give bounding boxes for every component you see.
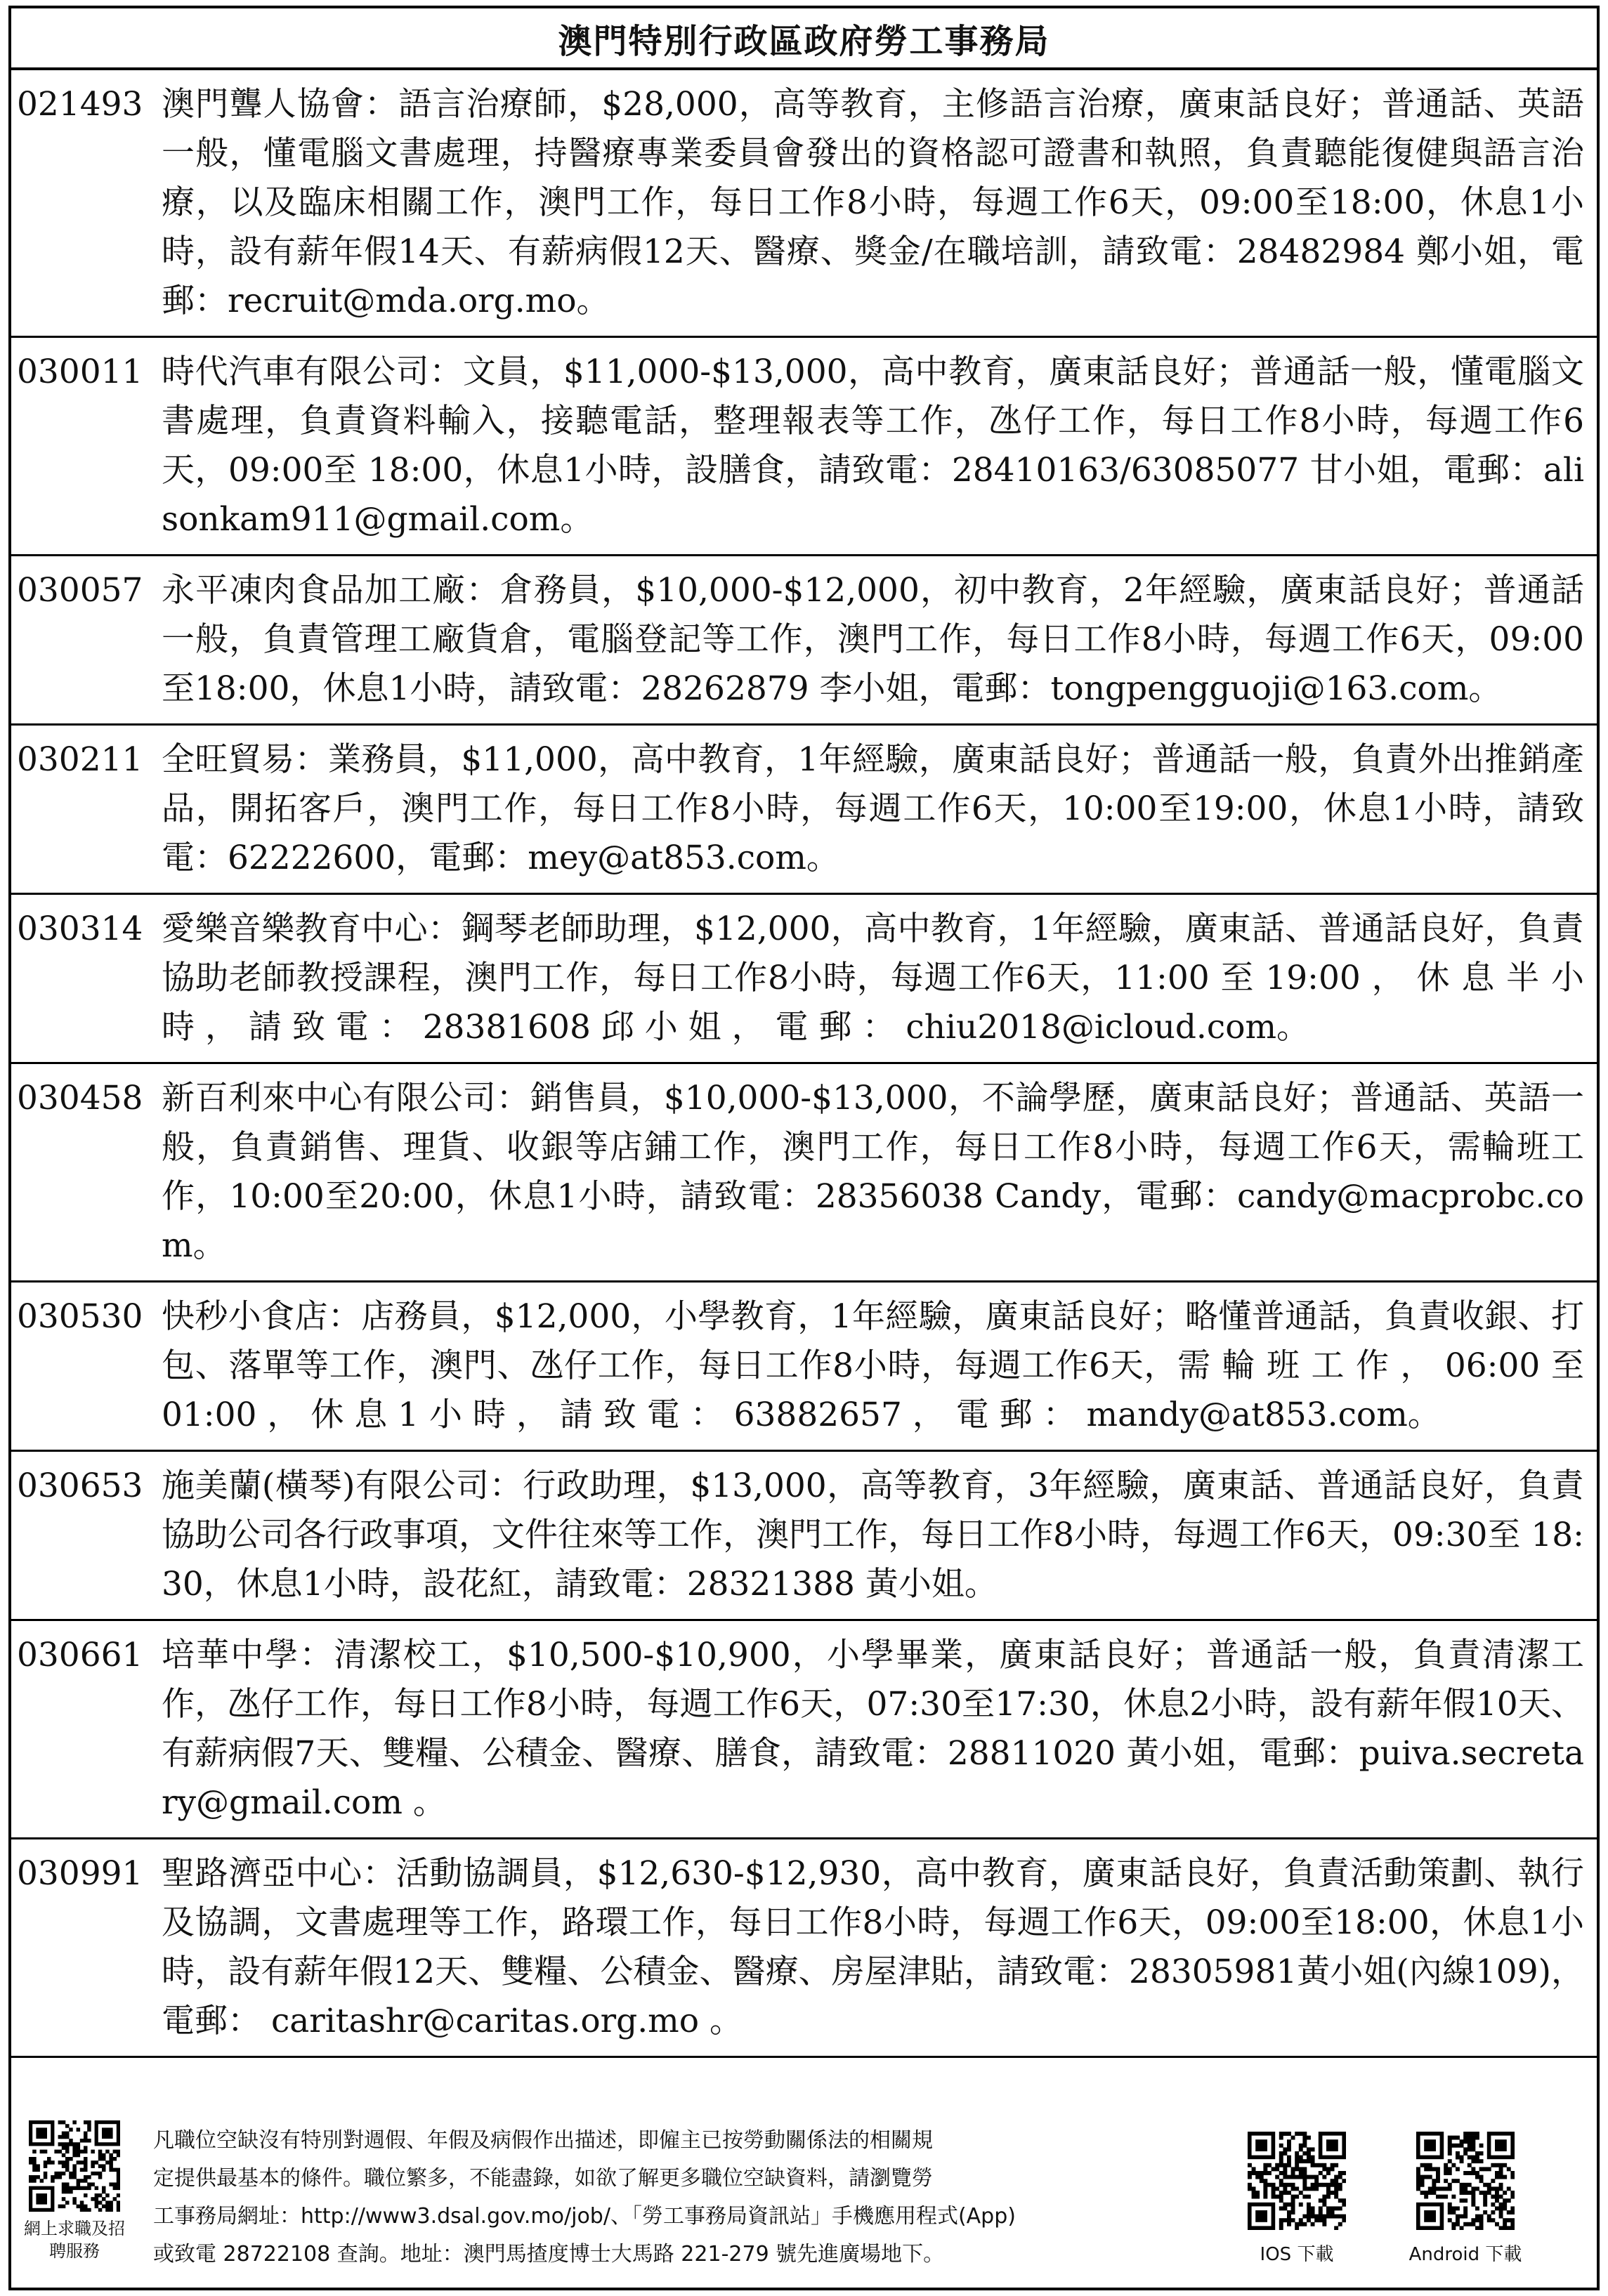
job-description: 聖路濟亞中心：活動協調員，$12,630-$12,930，高中教育，廣東話良好，負責活動策劃、執行及協調，文書處理等工作，路環工作，每日工作8小時，每週工作6天，09:00至18:00，休息1小時，設有薪年假12天、雙糧、公積金、醫療、房屋津貼，請致電：28305981黃小姐(內線109)，電郵： caritashr@caritas.org.mo 。 bbox=[162, 1854, 1584, 2040]
online-service-qr-block bbox=[11, 2106, 138, 2288]
android-download-block bbox=[1381, 2106, 1550, 2288]
footer-notice bbox=[138, 2106, 1212, 2288]
job-listing bbox=[11, 1283, 1597, 1452]
online-service-label: 網上求職及招聘服務 bbox=[24, 2219, 125, 2261]
job-listing bbox=[11, 1621, 1597, 1839]
job-listing bbox=[11, 1064, 1597, 1283]
job-listing bbox=[11, 1839, 1597, 2058]
job-listing bbox=[11, 338, 1597, 556]
job-code: 030991 bbox=[17, 1854, 143, 1893]
ios-qr-icon[interactable] bbox=[1248, 2132, 1346, 2230]
job-description: 培華中學：清潔校工，$10,500-$10,900，小學畢業，廣東話良好；普通話一般，負責清潔工作，氹仔工作，每日工作8小時，每週工作6天，07:30至17:30，休息2小時，設有薪年假10天、有薪病假7天、雙糧、公積金、醫療、膳食，請致電：28811020 黃小姐，電郵：puiva.secretary@gmail.com 。 bbox=[162, 1636, 1584, 1822]
android-download-label: Android 下載 bbox=[1408, 2244, 1522, 2265]
ios-download-block bbox=[1212, 2106, 1381, 2288]
job-description: 施美蘭(橫琴)有限公司：行政助理，$13,000，高等教育，3年經驗，廣東話、普通話良好，負責協助公司各行政事項，文件往來等工作，澳門工作，每日工作8小時，每週工作6天，09:30至 18:30，休息1小時，設花紅，請致電：28321388 黃小姐。 bbox=[162, 1467, 1584, 1603]
job-listing-page bbox=[8, 6, 1600, 2290]
online-service-qr-icon[interactable] bbox=[29, 2120, 120, 2212]
job-code: 030314 bbox=[17, 910, 143, 948]
job-description: 澳門聾人協會：語言治療師，$28,000，高等教育，主修語言治療，廣東話良好；普通話、英語一般，懂電腦文書處理，持醫療專業委員會發出的資格認可證書和執照，負責聽能復健與語言治療，以及臨床相關工作，澳門工作，每日工作8小時，每週工作6天，09:00至18:00，休息1小時，設有薪年假14天、有薪病假12天、醫療、獎金/在職培訓，請致電：28482984 鄭小姐，電郵：recruit@mda.org.mo。 bbox=[162, 85, 1584, 320]
job-description: 愛樂音樂教育中心：鋼琴老師助理，$12,000，高中教育，1年經驗，廣東話、普通話良好，負責協助老師教授課程，澳門工作，每日工作8小時，每週工作6天，11:00 至 19:00 ， 休 息 半 小 時 ， 請 致 電 ： 28381608 邱 小 姐 ， 電 郵 ： chiu2018@icloud.com。 bbox=[162, 910, 1584, 1047]
job-code: 030661 bbox=[17, 1636, 143, 1674]
job-description: 快秒小食店：店務員，$12,000，小學教育，1年經驗，廣東話良好；略懂普通話，負責收銀、打包、落單等工作，澳門、氹仔工作，每日工作8小時，每週工作6天，需 輪 班 工 作 ， 06:00 至 01:00 ， 休 息 1 小 時 ， 請 致 電 ： 63882657 ， 電 郵 ： mandy@at853.com。 bbox=[162, 1297, 1584, 1434]
job-code: 030211 bbox=[17, 740, 143, 779]
footer bbox=[11, 2106, 1597, 2288]
footer-notice-line: 凡職位空缺沒有特別對週假、年假及病假作出描述，即僱主已按勞動關係法的相關規 bbox=[153, 2128, 933, 2153]
job-code: 030653 bbox=[17, 1467, 143, 1505]
job-code: 030530 bbox=[17, 1297, 143, 1336]
job-listing bbox=[11, 70, 1597, 338]
ios-download-label: IOS 下載 bbox=[1260, 2244, 1334, 2265]
job-listings bbox=[11, 70, 1597, 2058]
job-listing bbox=[11, 556, 1597, 726]
footer-notice-line: 或致電 28722108 查詢。地址：澳門馬揸度博士大馬路 221-279 號先進廣場地下。 bbox=[153, 2242, 945, 2267]
job-code: 030057 bbox=[17, 571, 143, 610]
job-description: 全旺貿易：業務員，$11,000，高中教育，1年經驗，廣東話良好；普通話一般，負責外出推銷產品，開拓客戶，澳門工作，每日工作8小時，每週工作6天，10:00至19:00，休息1小時，請致電：62222600，電郵：mey@at853.com。 bbox=[162, 740, 1584, 877]
job-listing bbox=[11, 895, 1597, 1064]
android-qr-icon[interactable] bbox=[1416, 2132, 1515, 2230]
job-code: 030458 bbox=[17, 1079, 143, 1117]
footer-notice-line: 定提供最基本的條件。職位繁多，不能盡錄，如欲了解更多職位空缺資料，請瀏覽勞 bbox=[153, 2166, 933, 2191]
job-listing bbox=[11, 726, 1597, 895]
job-description: 永平凍肉食品加工廠：倉務員，$10,000-$12,000，初中教育，2年經驗，廣東話良好；普通話一般，負責管理工廠貨倉，電腦登記等工作，澳門工作，每日工作8小時，每週工作6天，09:00至18:00，休息1小時，請致電：28262879 李小姐，電郵：tongpengguoji@163.com。 bbox=[162, 571, 1584, 708]
job-code: 030011 bbox=[17, 353, 143, 391]
job-code: 021493 bbox=[17, 85, 143, 124]
job-description: 時代汽車有限公司：文員，$11,000-$13,000，高中教育，廣東話良好；普通話一般，懂電腦文書處理，負責資料輸入，接聽電話，整理報表等工作，氹仔工作，每日工作8小時，每週工作6天，09:00至 18:00，休息1小時，設膳食，請致電：28410163/63085077 甘小姐，電郵：alisonkam911@gmail.com。 bbox=[162, 353, 1584, 539]
job-listing bbox=[11, 1452, 1597, 1621]
footer-notice-line: 工事務局網址：http://www3.dsal.gov.mo/job/、「勞工事務局資訊站」手機應用程式(App) bbox=[153, 2204, 1016, 2229]
job-description: 新百利來中心有限公司：銷售員，$10,000-$13,000，不論學歷，廣東話良好；普通話、英語一般，負責銷售、理貨、收銀等店鋪工作，澳門工作，每日工作8小時，每週工作6天，需輪班工作，10:00至20:00，休息1小時，請致電：28356038 Candy，電郵：candy@macprobc.com。 bbox=[162, 1079, 1584, 1265]
page-title: 澳門特別行政區政府勞工事務局 bbox=[11, 8, 1597, 70]
